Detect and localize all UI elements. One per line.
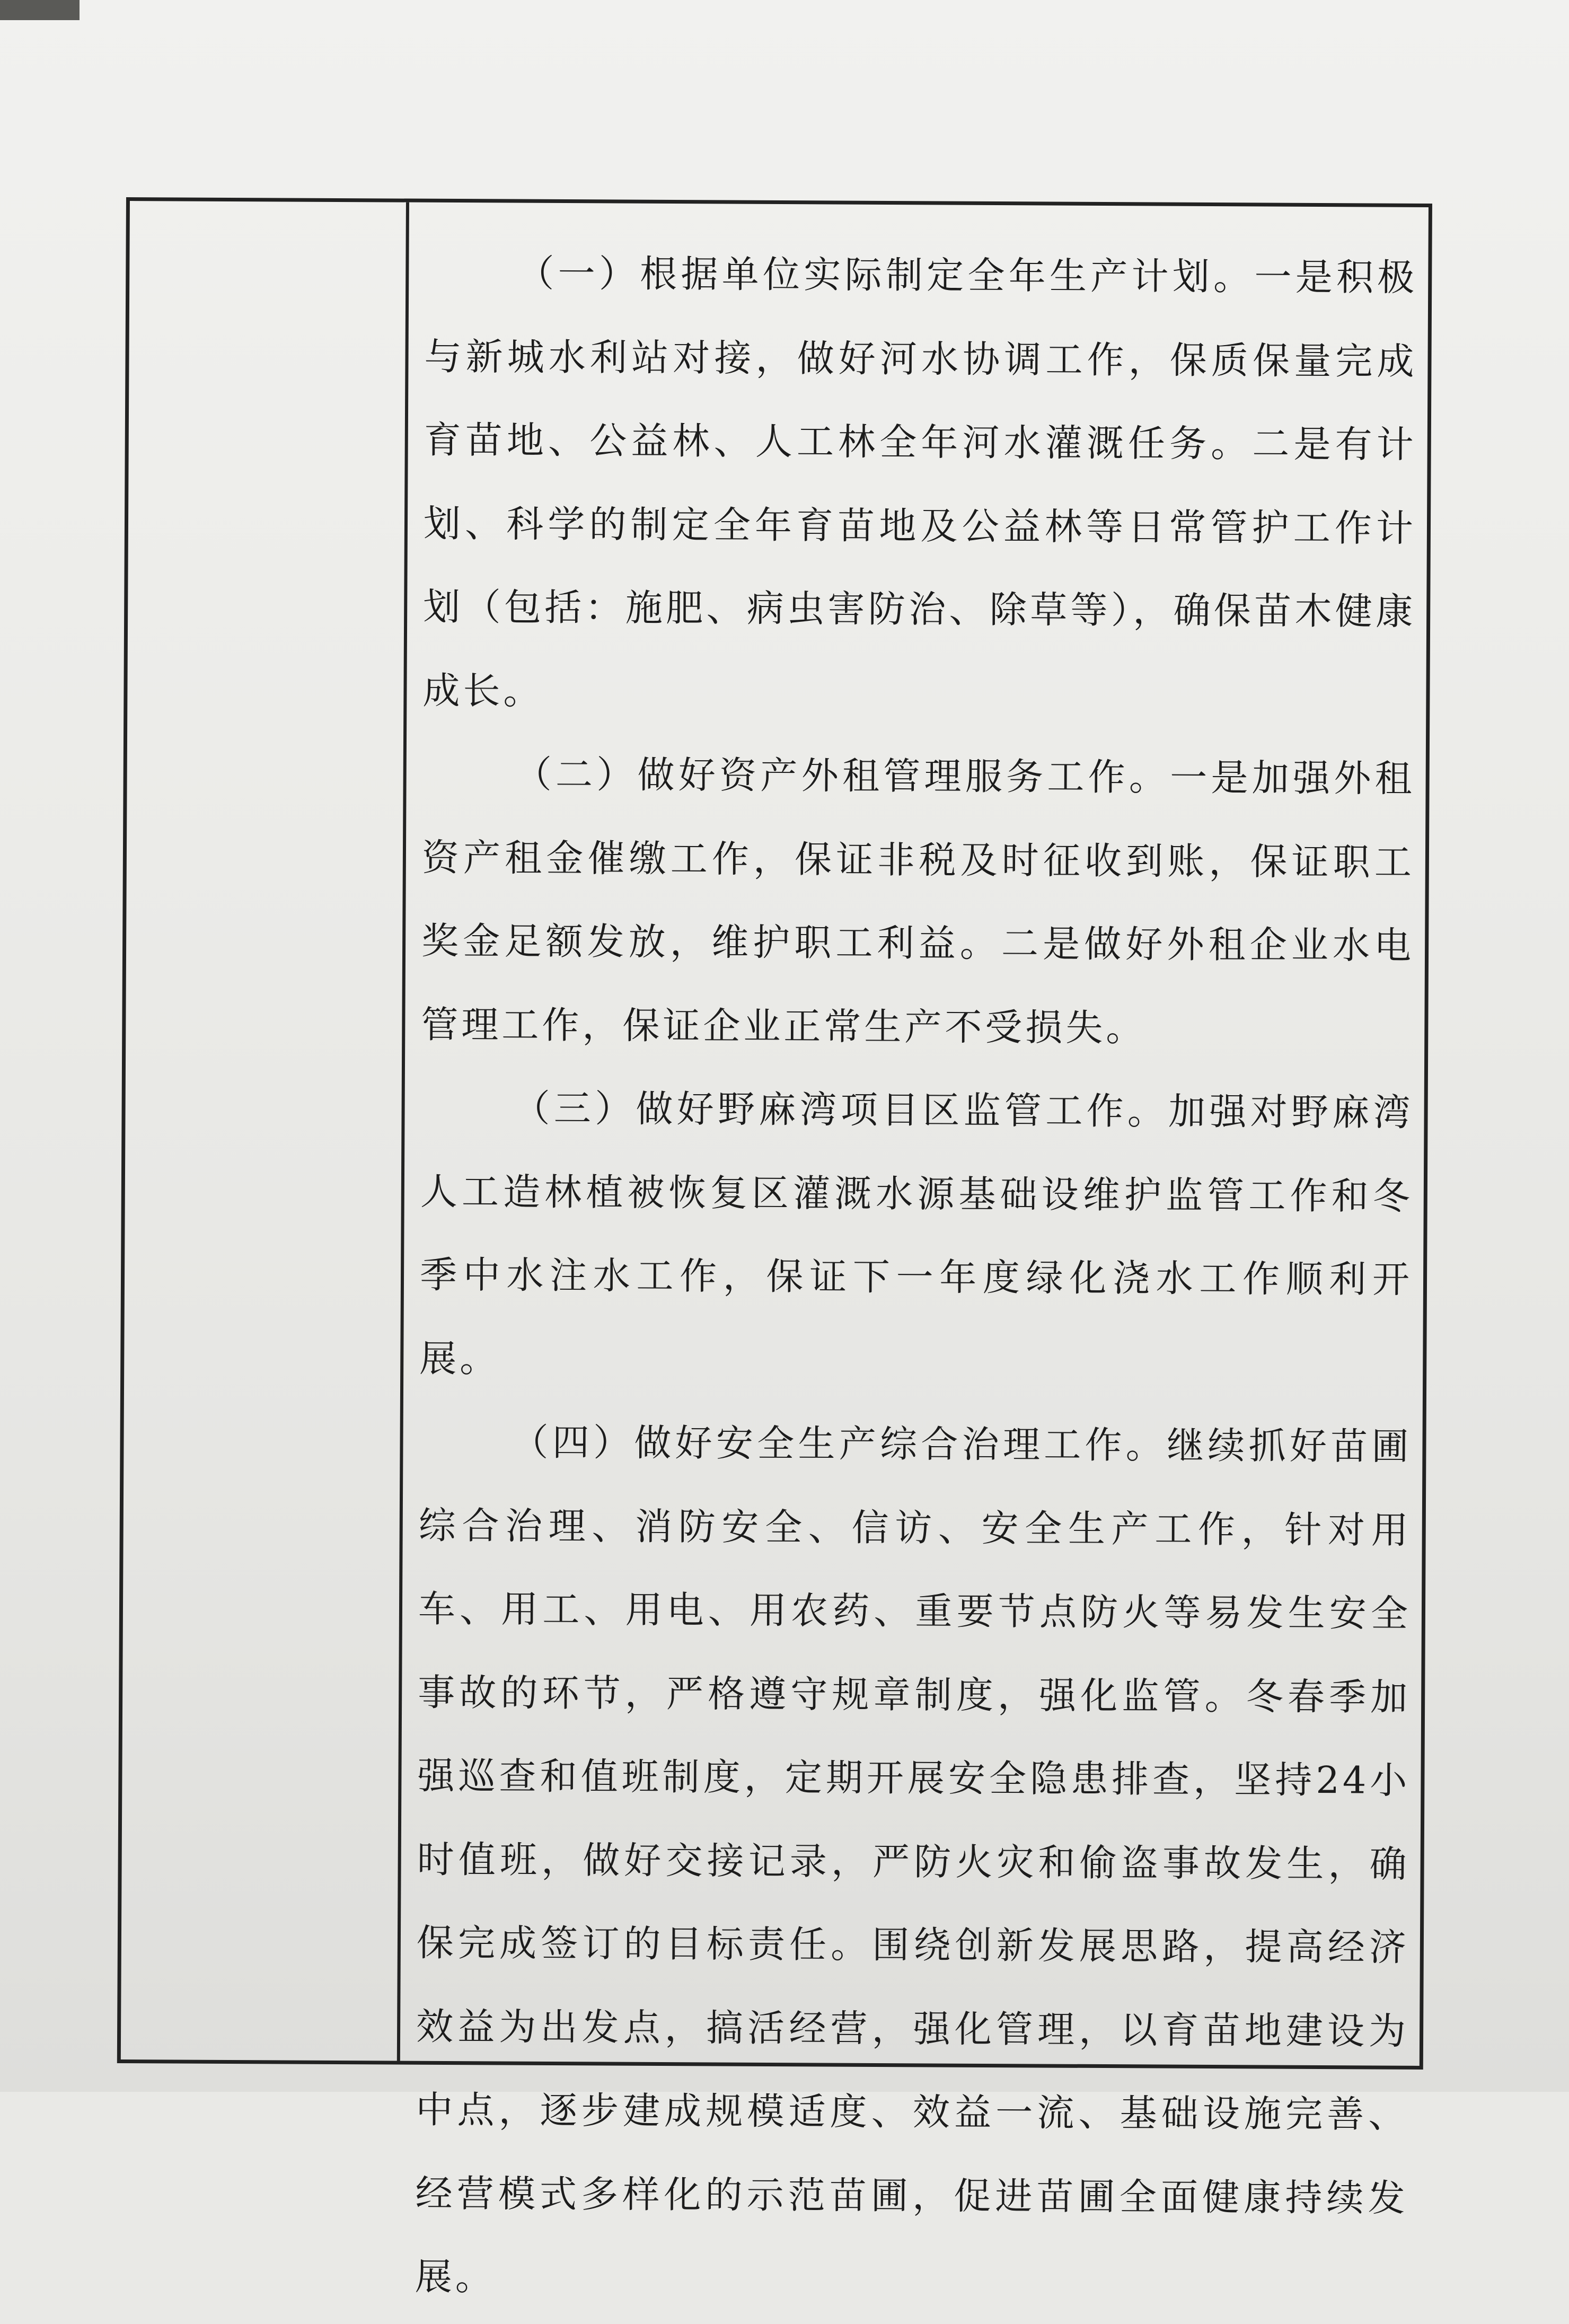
paragraph-asset-lease: （二）做好资产外租管理服务工作。一是加强外租资产租金催缴工作，保证非税及时征收到账，保证职工奖金足额发放，维护职工利益。二是做好外租企业水电管理工作，保证企业正常生产不受损失。 — [421, 752, 1415, 1050]
table-label-cell — [121, 201, 409, 2061]
paragraph-production-plan: （一）根据单位实际制定全年生产计划。一是积极与新城水利站对接，做好河水协调工作，保质保量完成育苗地、公益林、人工林全年河水灌溉任务。二是有计划、科学的制定全年育苗地及公益林等日常管护工作计划（包括：施肥、病虫害防治、除草等），确保苗木健康成长。 — [422, 251, 1418, 713]
form-table — [117, 197, 1432, 2299]
table-content-cell — [400, 203, 1429, 2299]
paragraph-safety-production: （四）做好安全生产综合治理工作。继续抓好苗圃综合治理、消防安全、信访、安全生产工作，针对用车、用工、用电、用农药、重要节点防火等易发生安全事故的环节，严格遵守规章制度，强化监管。冬春季加强巡查和值班制度，定期开展安全隐患排查，坚持24小时值班，做好交接记录，严防火灾和偷盗事故发生，确保完成签订的目标责任。围绕创新发展思路，提高经济效益为出发点，搞活经营，强化管理，以育苗地建设为中点，逐步建成规模适度、效益一流、基础设施完善、经营模式多样化的示范苗圃，促进苗圃全面健康持续发展。 — [415, 1420, 1412, 2299]
paragraph-yemawan-project: （三）做好野麻湾项目区监管工作。加强对野麻湾人工造林植被恢复区灌溉水源基础设维护监管工作和冬季中水注水工作，保证下一年度绿化浇水工作顺利开展。 — [419, 1086, 1414, 1380]
page-corner-mark — [0, 0, 80, 20]
